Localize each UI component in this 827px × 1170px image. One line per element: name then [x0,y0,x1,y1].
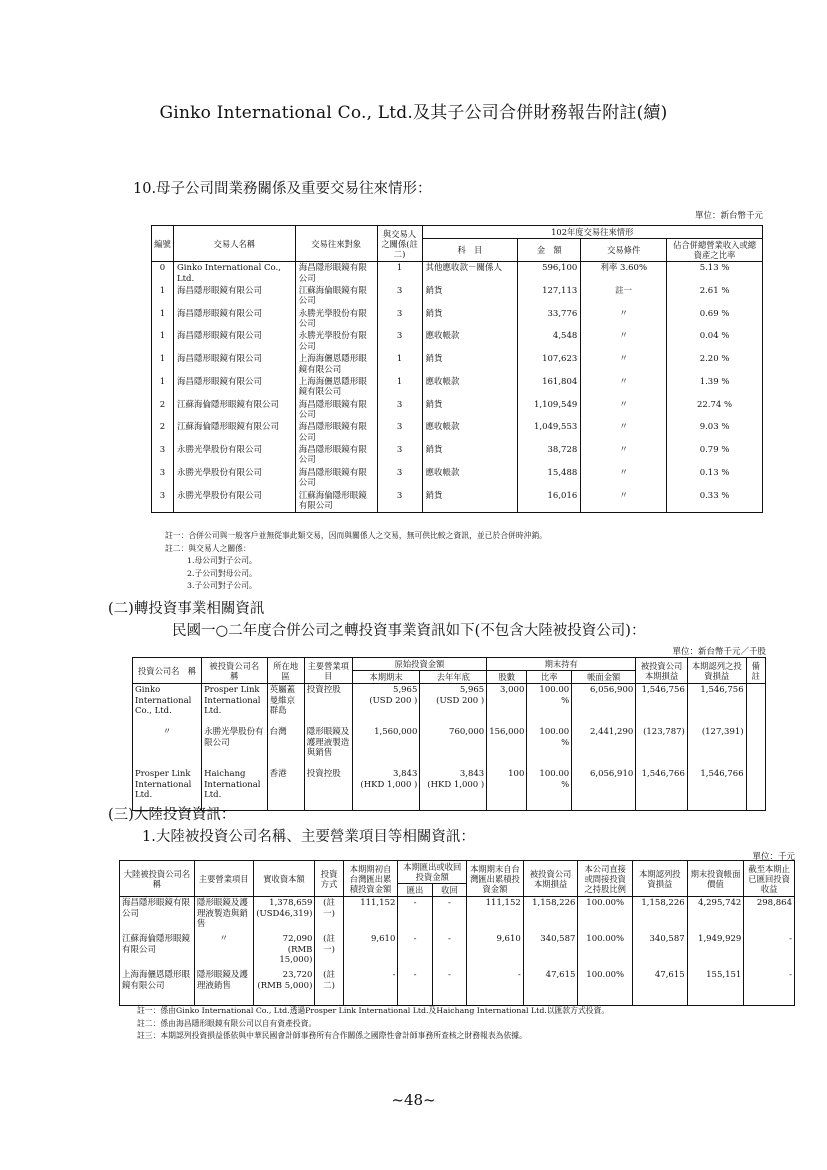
col-relation: 與交易人之關係(註二) [377,226,422,262]
cell-cn-recognized: 47,615 [633,969,688,1006]
cell-terms: 〃 [581,308,667,331]
cell-relation: 1 [377,376,422,399]
cell-relation: 1 [377,353,422,376]
cell-cn-method: (註二) [315,969,343,1006]
col-cn-method: 投資方式 [315,861,343,897]
cell-shares: 100 [487,768,527,811]
china-investment-body [120,897,795,1006]
cell-counterparty: 海昌隱形眼鏡有限公司 [295,467,377,490]
table-row [152,490,763,513]
cell-cn-business: 隱形眼鏡及護理液銷售 [194,969,253,1006]
cell-trader: Ginko International Co., Ltd. [173,262,295,285]
cell-cn-capital-currency: (RMB 5,000) [257,980,313,991]
cell-investor: 〃 [133,726,202,768]
section-3-notes [137,1005,797,1043]
cell-no: 2 [152,399,174,422]
cell-trader: 海昌隱形眼鏡有限公司 [173,376,295,399]
col-group-transactions: 102年度交易往來情形 [422,226,762,239]
cell-no: 1 [152,330,174,353]
cell-no: 1 [152,285,174,308]
cell-investee-pl: 1,546,756 [636,684,688,727]
cell-relation: 3 [377,490,422,513]
note-2-item-2: 2.子公司對母公司。 [187,568,257,578]
cell-counterparty: 江蘇海倫隱形眼鏡有限公司 [295,490,377,513]
cn-note-3: 註三：本期認列投資損益係依與中華民國會計師事務所有合作關係之國際性會計師事務所查核之財務報表為依據。 [137,1031,527,1041]
cell-recognized: 1,546,756 [687,684,746,727]
col-investor: 投資公司名 稱 [133,658,202,684]
col-book-value: 帳面金額 [572,671,636,684]
cell-terms: 〃 [581,421,667,444]
china-investment-table [119,860,795,1006]
cell-cn-capital [253,897,315,934]
cell-cn-repatriated: - [744,933,795,969]
cell-cn-book-value: 4,295,742 [687,897,744,934]
cell-ratio: 5.13 % [667,262,763,285]
col-location: 所在地區 [267,658,304,684]
cell-cn-opening: 9,610 [343,933,398,969]
section-2-unit: 單位：新台幣千元／千股 [672,647,766,657]
cell-no: 1 [152,376,174,399]
cell-amount: 127,113 [518,285,581,308]
cell-ratio: 0.79 % [667,444,763,467]
section-2-subheading: 民國一○二年度合併公司之轉投資事業資訊如下(不包含大陸被投資公司)： [172,623,646,639]
cell-cn-capital-value: 1,378,659 [269,898,313,909]
cell-cn-book-value: 155,151 [687,969,744,1006]
cell-no: 2 [152,421,174,444]
col-cn-repatriated: 截至本期止已匯回投資收益 [744,861,795,897]
cell-cn-percent: 100.00% [578,969,633,1006]
cell-cn-pl: 47,615 [523,969,578,1006]
section-2-heading: (二)轉投資事業相關資訊 [108,601,265,617]
cell-item: 銷貨 [422,353,518,376]
cell-trader: 永勝光學股份有限公司 [173,490,295,513]
cell-prev-end [420,684,487,727]
cell-location: 台灣 [267,726,304,768]
section-3-subheading: 1.大陸被投資公司名稱、主要營業項目等相關資訊： [142,829,475,845]
cn-note-2: 註二：係由海昌隱形眼鏡有限公司以自有資產投資。 [137,1018,317,1028]
col-cn-ending: 本期期末自台灣匯出累積投資金額 [467,861,524,897]
cell-prev-end-value: 5,965 [459,685,485,696]
cell-ratio: 9.03 % [667,421,763,444]
table-row [120,969,795,1006]
table-row [152,376,763,399]
cell-prev-end [420,726,487,768]
cell-amount: 38,728 [518,444,581,467]
cell-cn-capital-value: 72,090 [282,934,313,945]
col-terms: 交易條件 [581,239,667,262]
cell-amount: 1,109,549 [518,399,581,422]
cell-current-end-value: 1,560,000 [374,727,418,738]
cell-cn-outward: - [398,969,432,1006]
investee-info-table [132,657,766,811]
cell-cn-book-value: 1,949,929 [687,933,744,969]
cell-investee: Prosper Link International Ltd. [202,684,268,727]
cell-cn-return: - [432,969,466,1006]
cell-prev-end-currency: (HKD 1,000 ) [427,779,485,790]
cell-cn-investee: 江蘇海倫隱形眼鏡有限公司 [120,933,195,969]
cell-terms: 〃 [581,444,667,467]
cell-book-value: 6,056,900 [572,684,636,727]
cell-prev-end-currency: (USD 200 ) [436,695,485,706]
cell-counterparty: 永勝光學股份有限公司 [295,330,377,353]
table-row [120,933,795,969]
cell-recognized: 1,546,766 [687,768,746,811]
section-10-heading: 10.母子公司間業務關係及重要交易往來情形： [133,181,432,197]
cell-cn-capital [253,933,315,969]
table-row [152,444,763,467]
cell-current-end-currency: (HKD 1,000 ) [360,779,418,790]
cell-item: 銷貨 [422,444,518,467]
cell-prev-end-value: 3,843 [459,769,485,780]
cell-ratio: 0.69 % [667,308,763,331]
col-cn-book-value: 期末投資帳面價值 [687,861,744,897]
cell-ratio: 0.04 % [667,330,763,353]
cell-memo [746,726,765,768]
cell-relation: 3 [377,285,422,308]
cell-cn-outward: - [398,897,432,934]
col-ratio: 佔合併總營業收入或總資產之比率 [667,239,763,262]
cell-no: 0 [152,262,174,285]
cell-item: 銷貨 [422,308,518,331]
col-no: 編號 [152,226,174,262]
cell-ratio: 2.61 % [667,285,763,308]
cell-cn-investee: 上海海儷恩隱形眼鏡有限公司 [120,969,195,1006]
col-counterparty: 交易往來對象 [295,226,377,262]
table-row [133,684,766,727]
col-cn-group-flow: 本期匯出或收回投資金額 [398,861,467,884]
cell-cn-return: - [432,897,466,934]
cell-trader: 永勝光學股份有限公司 [173,444,295,467]
page-title: Ginko International Co., Ltd.及其子公司合併財務報告附註(續) [159,103,668,123]
col-shares: 股數 [487,671,527,684]
cell-trader: 永勝光學股份有限公司 [173,467,295,490]
cell-terms: 利率 3.60% [581,262,667,285]
col-cn-business: 主要營業項目 [194,861,253,897]
cell-trader: 海昌隱形眼鏡有限公司 [173,285,295,308]
cell-investor: Ginko International Co., Ltd. [133,684,202,727]
cell-current-end [352,726,420,768]
cell-business: 投資控股 [304,684,352,727]
cell-cn-capital [253,969,315,1006]
section-10-notes [165,530,785,593]
col-percent: 比率 [527,671,572,684]
cell-counterparty: 永勝光學股份有限公司 [295,308,377,331]
table-row [152,262,763,285]
cell-shares: 156,000 [487,726,527,768]
cell-item: 銷貨 [422,490,518,513]
cell-memo [746,768,765,811]
cell-cn-investee: 海昌隱形眼鏡有限公司 [120,897,195,934]
col-group-original: 原始投資金額 [352,658,487,671]
cell-amount: 33,776 [518,308,581,331]
cell-book-value: 6,056,910 [572,768,636,811]
col-recognized: 本期認列之投資損益 [687,658,746,684]
cell-recognized: (127,391) [687,726,746,768]
col-cn-capital: 實收資本額 [253,861,315,897]
col-cn-outward: 匯出 [398,884,432,897]
cell-percent: 100.00 % [527,726,572,768]
cell-terms: 〃 [581,467,667,490]
intercompany-transactions-table [151,225,763,513]
section-10-unit: 單位：新台幣千元 [694,211,763,221]
cell-investee-pl: 1,546,766 [636,768,688,811]
cell-investee-pl: (123,787) [636,726,688,768]
table-row [152,330,763,353]
cell-cn-percent: 100.00% [578,897,633,934]
page-number: ~48~ [391,1091,436,1109]
cell-terms: 〃 [581,330,667,353]
cell-trader: 海昌隱形眼鏡有限公司 [173,353,295,376]
cell-memo [746,684,765,727]
col-cn-pl: 被投資公司本期損益 [523,861,578,897]
note-2: 註二：與交易人之關係： [165,543,251,553]
cell-cn-recognized: 1,158,226 [633,897,688,934]
cell-amount: 1,049,553 [518,421,581,444]
cell-ratio: 0.33 % [667,490,763,513]
col-cn-percent: 本公司直接或間接投資之持股比例 [578,861,633,897]
cell-cn-business: 〃 [194,933,253,969]
investee-info-body [133,684,766,811]
cell-location: 香港 [267,768,304,811]
cell-relation: 3 [377,330,422,353]
cell-investor: Prosper Link International Ltd. [133,768,202,811]
cell-ratio: 0.13 % [667,467,763,490]
cell-prev-end-value: 760,000 [449,727,485,738]
intercompany-transactions-body [152,262,763,513]
cell-current-end [352,684,420,727]
table-row [120,897,795,934]
cell-shares: 3,000 [487,684,527,727]
table-row [152,399,763,422]
cell-counterparty: 江蘇海倫眼鏡有限公司 [295,285,377,308]
col-current-end: 本期期末 [352,671,420,684]
section-3-unit: 單位：千元 [752,852,795,862]
cell-cn-percent: 100.00% [578,933,633,969]
cell-percent: 100.00 % [527,684,572,727]
col-cn-return: 收回 [432,884,466,897]
col-prev-end: 去年年底 [420,671,487,684]
cell-amount: 15,488 [518,467,581,490]
cell-ratio: 22.74 % [667,399,763,422]
cell-counterparty: 上海海儷恩隱形眼鏡有限公司 [295,376,377,399]
cell-counterparty: 海昌隱形眼鏡有限公司 [295,399,377,422]
cell-item: 應收帳款 [422,421,518,444]
cell-prev-end [420,768,487,811]
cell-amount: 107,623 [518,353,581,376]
table-row [152,353,763,376]
cell-relation: 3 [377,421,422,444]
cell-current-end-value: 3,843 [393,769,418,780]
cn-note-1: 註一：係由Ginko International Co., Ltd.透過Prosper Link International Ltd.及Haichang International Ltd.以匯款方式投資。 [137,1006,610,1015]
col-cn-investee: 大陸被投資公司名稱 [120,861,195,897]
cell-no: 1 [152,308,174,331]
cell-location: 英屬蓋曼維京群島 [267,684,304,727]
cell-investee: Haichang International Ltd. [202,768,268,811]
cell-cn-recognized: 340,587 [633,933,688,969]
col-cn-opening: 本期期初自台灣匯出累積投資金額 [343,861,398,897]
cell-amount: 4,548 [518,330,581,353]
cell-counterparty: 上海海儷恩隱形眼鏡有限公司 [295,353,377,376]
cell-cn-capital-value: 23,720 [282,970,313,981]
cell-cn-capital-currency: (RMB 15,000) [279,944,313,966]
cell-trader: 江蘇海倫隱形眼鏡有限公司 [173,399,295,422]
col-group-holding: 期末持有 [487,658,636,671]
cell-business: 隱形眼鏡及護理液製造與銷售 [304,726,352,768]
cell-cn-outward: - [398,933,432,969]
table-row [152,308,763,331]
cell-trader: 江蘇海倫隱形眼鏡有限公司 [173,421,295,444]
cell-cn-return: - [432,933,466,969]
col-memo: 備註 [746,658,765,684]
col-investee: 被投資公司名 稱 [202,658,268,684]
col-trader: 交易人名稱 [173,226,295,262]
cell-trader: 海昌隱形眼鏡有限公司 [173,330,295,353]
note-2-item-3: 3.子公司對子公司。 [187,581,257,591]
cell-cn-pl: 340,587 [523,933,578,969]
cell-relation: 3 [377,444,422,467]
cell-cn-method: (註一) [315,933,343,969]
cell-terms: 〃 [581,376,667,399]
col-item: 科 目 [422,239,518,262]
cell-cn-method: (註一) [315,897,343,934]
cell-counterparty: 海昌隱形眼鏡有限公司 [295,444,377,467]
note-1: 註一：合併公司與一般客戶並無從事此類交易，因而與關係人之交易，無可供比較之資訊，並已於合併時沖銷。 [165,531,548,540]
col-cn-recognized: 本期認列投資損益 [633,861,688,897]
cell-trader: 海昌隱形眼鏡有限公司 [173,308,295,331]
table-row [152,467,763,490]
cell-cn-opening: 111,152 [343,897,398,934]
cell-terms: 〃 [581,353,667,376]
cell-amount: 161,804 [518,376,581,399]
table-row [152,421,763,444]
cell-cn-ending: 111,152 [467,897,524,934]
cell-percent: 100.00 % [527,768,572,811]
cell-cn-pl: 1,158,226 [523,897,578,934]
table-row [152,285,763,308]
cell-no: 1 [152,353,174,376]
cell-relation: 3 [377,308,422,331]
cell-ratio: 2.20 % [667,353,763,376]
cell-relation: 3 [377,399,422,422]
cell-amount: 596,100 [518,262,581,285]
cell-no: 3 [152,467,174,490]
cell-book-value: 2,441,290 [572,726,636,768]
cell-current-end-currency: (USD 200 ) [369,695,418,706]
col-business: 主要營業項目 [304,658,352,684]
cell-terms: 註一 [581,285,667,308]
cell-cn-capital-currency: (USD46,319) [256,908,313,919]
cell-item: 銷貨 [422,399,518,422]
cell-cn-opening: - [343,969,398,1006]
cell-cn-ending: 9,610 [467,933,524,969]
section-3-heading: (三)大陸投資資訊： [108,807,236,823]
cell-cn-ending: - [467,969,524,1006]
cell-cn-repatriated: - [744,969,795,1006]
cell-ratio: 1.39 % [667,376,763,399]
cell-cn-business: 隱形眼鏡及護理液製造與銷售 [194,897,253,934]
cell-terms: 〃 [581,490,667,513]
cell-no: 3 [152,444,174,467]
cell-business: 投資控股 [304,768,352,811]
cell-item: 銷貨 [422,285,518,308]
cell-current-end-value: 5,965 [393,685,418,696]
cell-no: 3 [152,490,174,513]
cell-relation: 3 [377,467,422,490]
col-investee-pl: 被投資公司本期損益 [636,658,688,684]
note-2-item-1: 1.母公司對子公司。 [187,556,257,566]
cell-counterparty: 海昌隱形眼鏡有限公司 [295,421,377,444]
cell-counterparty: 海昌隱形眼鏡有限公司 [295,262,377,285]
cell-item: 應收帳款 [422,330,518,353]
cell-current-end [352,768,420,811]
cell-item: 應收帳款 [422,467,518,490]
cell-investee: 永勝光學股份有限公司 [202,726,268,768]
table-row [133,726,766,768]
cell-relation: 1 [377,262,422,285]
cell-cn-repatriated: 298,864 [744,897,795,934]
cell-amount: 16,016 [518,490,581,513]
cell-item: 應收帳款 [422,376,518,399]
cell-terms: 〃 [581,399,667,422]
col-amount: 金 額 [518,239,581,262]
cell-item: 其他應收款－關係人 [422,262,518,285]
